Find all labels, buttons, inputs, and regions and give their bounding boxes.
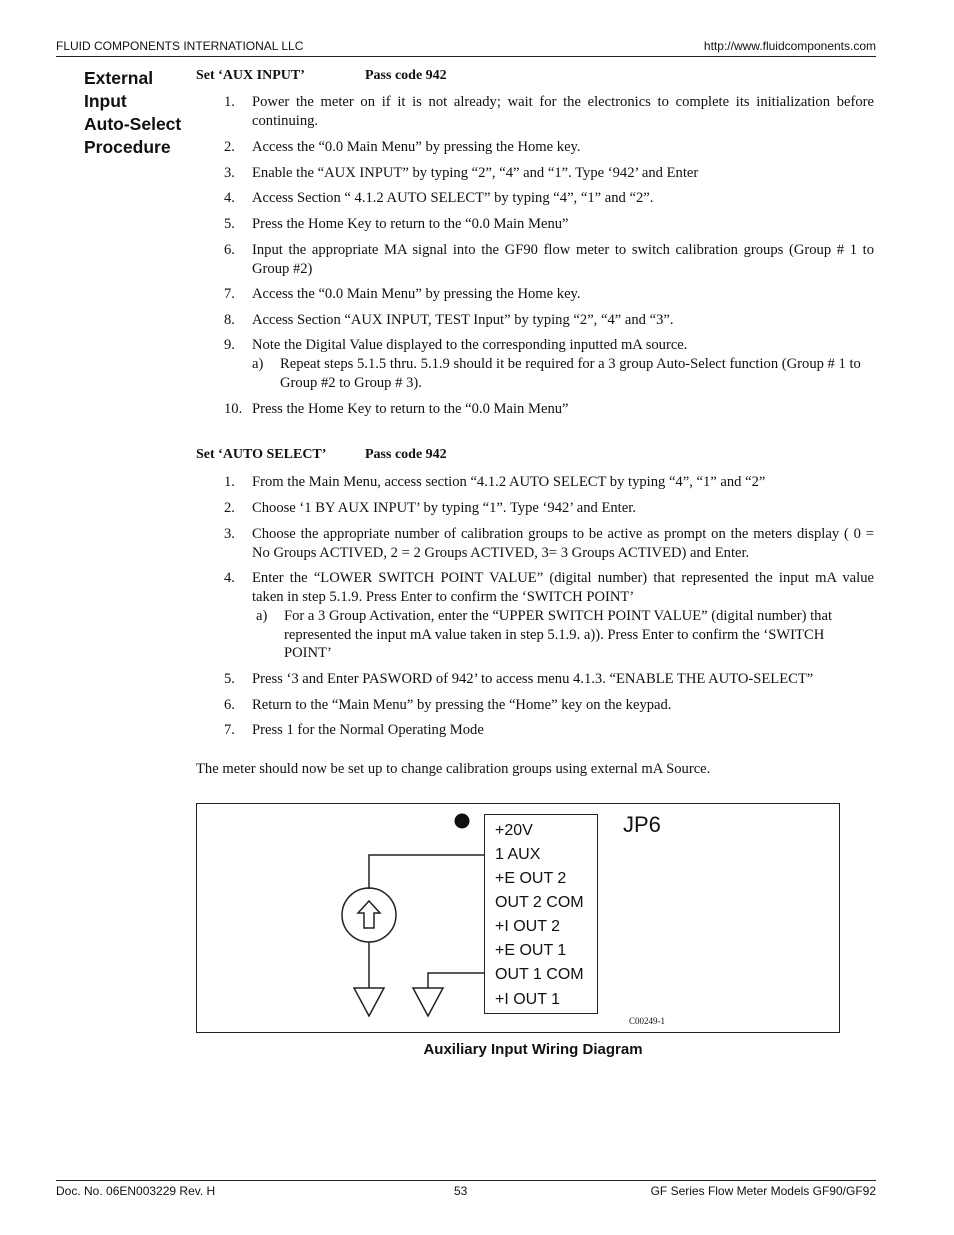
side-heading-line: Procedure — [84, 137, 171, 157]
auto-select-title: Set ‘AUTO SELECT’ — [196, 447, 327, 462]
step-number: 4. — [224, 570, 235, 586]
page-header — [56, 38, 876, 57]
list-item — [224, 696, 874, 715]
header-url: http://www.fluidcomponents.com — [703, 39, 876, 53]
side-heading-line: External — [84, 68, 154, 88]
pin-label: +E OUT 1 — [495, 942, 567, 959]
pin-label: +E OUT 2 — [495, 870, 567, 887]
step-number: 9. — [224, 337, 235, 353]
step-text: Enable the “AUX INPUT” by typing “2”, “4” and “1”. Type ‘942’ and Enter — [252, 165, 699, 181]
step-number: 8. — [224, 312, 235, 328]
list-item — [224, 721, 874, 740]
pin-label: OUT 2 COM — [495, 894, 584, 911]
step-text: Press the Home Key to return to the “0.0 Main Menu” — [252, 401, 569, 417]
page-footer — [56, 1180, 876, 1201]
figure-code: C00249-1 — [629, 1016, 665, 1026]
list-item — [224, 189, 874, 208]
step-text: Access Section “AUX INPUT, TEST Input” by typing “2”, “4” and “3”. — [252, 312, 674, 328]
list-item — [224, 569, 874, 606]
step-number: 5. — [224, 671, 235, 687]
step-text: Press 1 for the Normal Operating Mode — [252, 722, 484, 738]
list-item — [224, 670, 874, 689]
ground-icon — [354, 988, 384, 1016]
figure-caption: Auxiliary Input Wiring Diagram — [423, 1041, 643, 1058]
list-item — [224, 336, 874, 355]
step-number: 1. — [224, 474, 235, 490]
list-item — [224, 138, 874, 157]
jp6-pin-block — [484, 814, 598, 1014]
wire-aux — [369, 855, 484, 889]
step-number: 7. — [224, 286, 235, 302]
wire-out1-com — [428, 973, 484, 988]
step-number: 10. — [224, 401, 243, 417]
step-text: Input the appropriate MA signal into the GF90 flow meter to switch calibration groups (Group # 1 to Group #2) — [252, 242, 874, 277]
footer-doc-number: Doc. No. 06EN003229 Rev. H — [56, 1184, 216, 1198]
list-item — [224, 93, 874, 130]
step-number: 4. — [224, 190, 235, 206]
auto-select-section-title — [196, 447, 447, 463]
step-number: 1. — [224, 94, 235, 110]
list-item — [224, 215, 874, 234]
aux-input-passcode: Pass code 942 — [365, 68, 447, 83]
pin-label: 1 AUX — [495, 846, 541, 863]
step-text: Return to the “Main Menu” by pressing the “Home” key on the keypad. — [252, 697, 672, 713]
step-number: 3. — [224, 526, 235, 542]
step-number: 2. — [224, 139, 235, 155]
step-text: Choose the appropriate number of calibration groups to be active as prompt on the meters display ( 0 = No Groups ACTIVED, 2 = 2 Groups ACTIVED, 3= 3 Groups ACTIVED) and Enter. — [252, 526, 874, 561]
list-item — [224, 285, 874, 304]
list-item — [224, 400, 874, 419]
step-number: 6. — [224, 697, 235, 713]
step-text: Press the Home Key to return to the “0.0 Main Menu” — [252, 216, 569, 232]
aux-input-title: Set ‘AUX INPUT’ — [196, 68, 305, 83]
step-text: Choose ‘1 BY AUX INPUT’ by typing “1”. Type ‘942’ and Enter. — [252, 500, 636, 516]
aux-input-section-title — [196, 68, 447, 84]
footer-models: GF Series Flow Meter Models GF90/GF92 — [650, 1184, 876, 1198]
list-item — [224, 311, 874, 330]
list-item — [224, 164, 874, 183]
pin-label: +I OUT 1 — [495, 991, 561, 1008]
step-text: Press ‘3 and Enter PASWORD of 942’ to access menu 4.1.3. “ENABLE THE AUTO-SELECT” — [252, 671, 814, 687]
step-number: 5. — [224, 216, 235, 232]
wiring-diagram — [196, 803, 840, 1033]
footer-page-number: 53 — [454, 1184, 468, 1198]
pin-label: +I OUT 2 — [495, 918, 561, 935]
step-number: 7. — [224, 722, 235, 738]
arrow-up-icon — [358, 901, 380, 928]
header-company: FLUID COMPONENTS INTERNATIONAL LLC — [56, 39, 304, 53]
step-text: Access the “0.0 Main Menu” by pressing the Home key. — [252, 139, 581, 155]
pin-label: +20V — [495, 822, 533, 839]
step-text: From the Main Menu, access section “4.1.2 AUTO SELECT by typing “4”, “1” and “2” — [252, 474, 766, 490]
closing-paragraph: The meter should now be set up to change calibration groups using external mA Source. — [196, 761, 711, 777]
connector-label: JP6 — [623, 812, 661, 837]
list-item — [224, 499, 874, 518]
auto-select-passcode: Pass code 942 — [365, 447, 447, 462]
substep-letter: a) — [252, 356, 264, 372]
list-subitem — [256, 607, 856, 663]
step-text: Note the Digital Value displayed to the corresponding inputted mA source. — [252, 337, 688, 353]
list-item — [224, 241, 874, 278]
step-number: 6. — [224, 242, 235, 258]
list-subitem — [252, 355, 874, 392]
side-heading-line: Input — [84, 91, 127, 111]
side-heading — [84, 67, 194, 159]
step-text: Access Section “ 4.1.2 AUTO SELECT” by typing “4”, “1” and “2”. — [252, 190, 654, 206]
current-source-symbol — [342, 888, 396, 942]
ground-icon — [413, 988, 443, 1016]
side-heading-line: Auto-Select — [84, 114, 182, 134]
pin1-indicator-dot — [455, 814, 470, 829]
substep-letter: a) — [256, 608, 268, 624]
list-item — [224, 525, 874, 562]
step-number: 3. — [224, 165, 235, 181]
pin-label: OUT 1 COM — [495, 966, 584, 983]
step-text: Access the “0.0 Main Menu” by pressing the Home key. — [252, 286, 581, 302]
substep-text: Repeat steps 5.1.5 thru. 5.1.9 should it be required for a 3 group Auto-Select function (Group # 1 to Group #2 to Group # 3). — [280, 356, 861, 391]
step-number: 2. — [224, 500, 235, 516]
step-text: Power the meter on if it is not already; wait for the electronics to complete its initialization before continuing. — [252, 94, 874, 129]
substep-text: For a 3 Group Activation, enter the “UPPER SWITCH POINT VALUE” (digital number) that represented the input mA value taken in step 5.1.9. a)). Press Enter to confirm the ‘SWITCH POINT’ — [284, 608, 832, 661]
step-text: Enter the “LOWER SWITCH POINT VALUE” (digital number) that represented the input mA value taken in step 5.1.9. Press Enter to confirm the ‘SWITCH POINT’ — [252, 570, 874, 605]
list-item — [224, 473, 874, 492]
